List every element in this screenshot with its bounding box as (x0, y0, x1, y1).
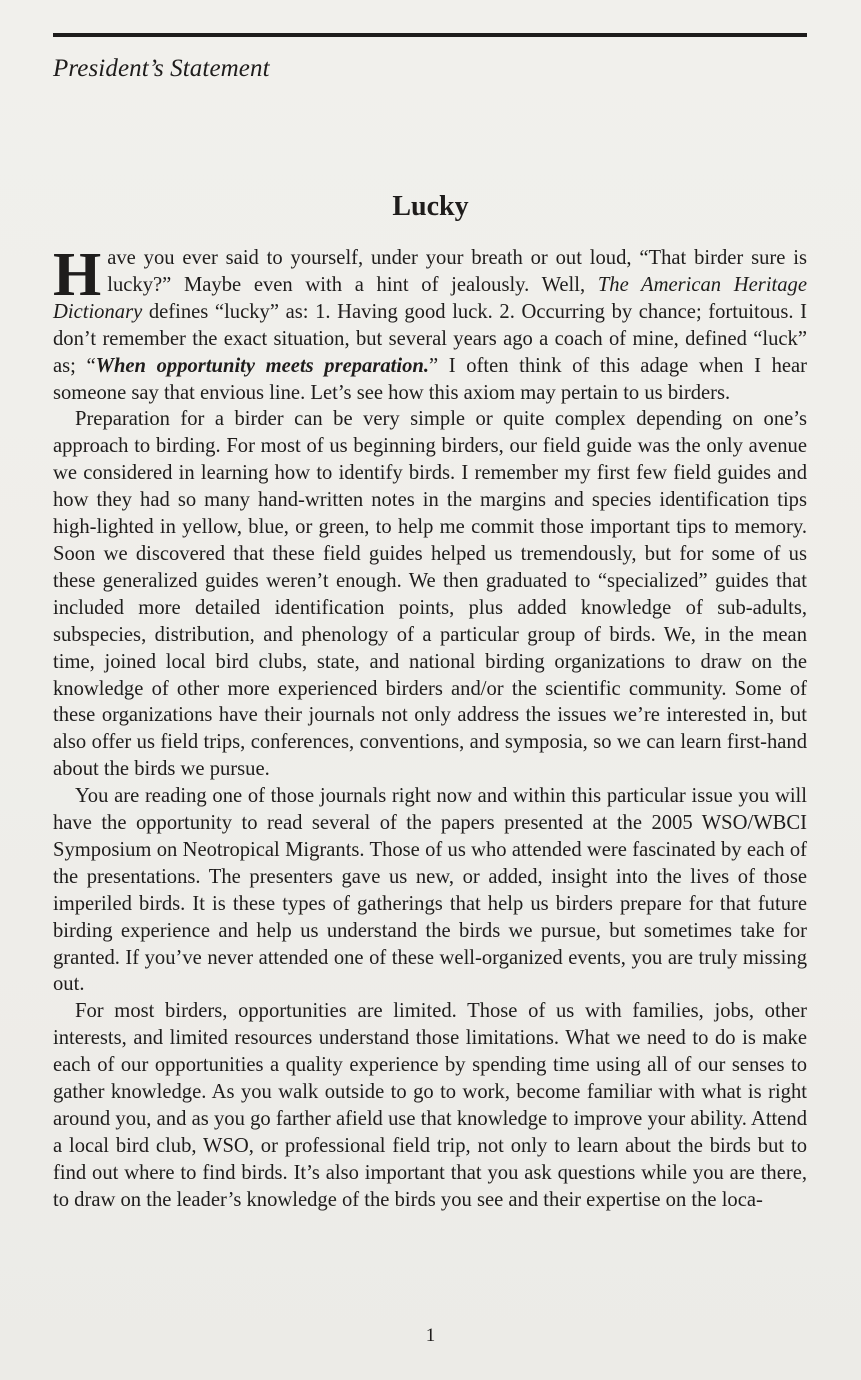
paragraph-3: You are reading one of those journals right now and within this particular issue you will have the opportunity to read several of the papers presented at the 2005 WSO/WBCI Symposium on Neotropical Migrants. Those of us who attended were fascinated by each of the presentations. The presenters gave us new, or added, insight into the lives of those imperiled birds. It is these types of gatherings that help us birders prepare for that future birding experience and help us understand the birds we pursue, but sometimes take for granted. If you’ve never attended one of these well-organized events, you are truly missing out. (53, 785, 807, 996)
header-rule (53, 33, 807, 37)
section-title: President’s Statement (53, 55, 270, 82)
coach-quote: When opportunity meets preparation. (95, 354, 429, 377)
paragraph-2: Preparation for a birder can be very simple or quite complex depending on one’s approach to birding. For most of us beginning birders, our field guide was the only avenue we considered in learning how to identify birds. I remember my first few field guides and how they had so many hand-written notes in the margins and species identification tips high-lighted in yellow, blue, or green, to help me commit those important tips to memory. Soon we discovered that these field guides helped us tremendously, but for some of us these generalized guides weren’t enough. We then graduated to “specialized” guides that included more detailed identification points, plus added knowledge of sub-adults, subspecies, distribution, and phenology of a particular group of birds. We, in the mean time, joined local bird clubs, state, and national birding organizations to draw on the knowledge of other more experienced birders and/or the scientific community. Some of these organizations have their journals not only address the issues we’re interested in, but also offer us field trips, conferences, conventions, and symposia, so we can learn first-hand about the birds we pursue. (53, 408, 807, 781)
article-title: Lucky (392, 191, 469, 222)
paragraph-4: For most birders, opportunities are limited. Those of us with families, jobs, other interests, and limited resources understand those limitations. What we need to do is make each of our opportunities a quality experience by spending time using all of our senses to gather knowledge. As you walk outside to go to work, become familiar with what is right around you, and as you go farther afield use that knowledge to improve your ability. Attend a local bird club, WSO, or professional field trip, not only to learn about the birds but to find out where to find birds. It’s also important that you ask questions while you are there, to draw on the leader’s knowledge of the birds you see and their expertise on the loca- (53, 1000, 807, 1211)
paragraph-1-text-b: defines “lucky” as: 1. Having good luck. 2. Occurring by chance; fortuitous. I don’t remember the exact situation, but several years ago a coach of mine, defined “luck” as; “ (53, 300, 807, 377)
drop-cap: H (53, 241, 102, 309)
page-number: 1 (425, 1325, 436, 1346)
paragraph-1 (53, 241, 808, 406)
article-body (53, 241, 808, 1214)
paragraph-1-text-c: ” I often think of this adage when I hear someone say that envious line. Let’s see how this axiom may pertain to us birders. (53, 354, 808, 404)
dictionary-title: The American Heritage Dictionary (53, 273, 807, 323)
paragraph-1-text-a: ave you ever said to yourself, under your breath or out loud, “That birder sure is lucky?” Maybe even with a hint of jealously. Well, (107, 247, 807, 296)
